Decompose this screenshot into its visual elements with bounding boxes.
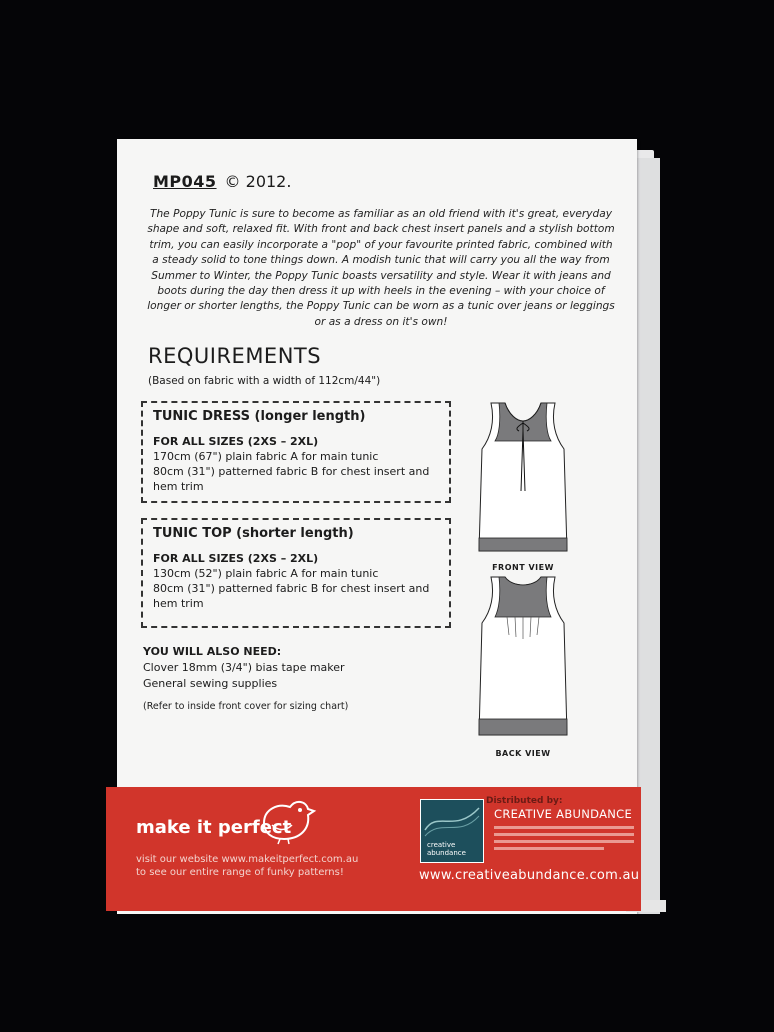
requirements-heading: REQUIREMENTS — [148, 344, 322, 368]
website-promo — [136, 853, 358, 879]
distributor-name: CREATIVE ABUNDANCE — [494, 807, 633, 821]
front-view-figure — [477, 401, 569, 572]
tunic-top-line: hem trim — [153, 597, 204, 610]
front-view-drawing — [477, 401, 569, 561]
tunic-top-sizes: FOR ALL SIZES (2XS – 2XL) — [153, 552, 319, 565]
footer-band — [106, 787, 641, 911]
distributor-url: www.creativeabundance.com.au — [419, 868, 640, 883]
copyright: © 2012. — [224, 172, 292, 191]
website-line: visit our website www.makeitperfect.com.au — [136, 854, 359, 865]
notions-list — [143, 644, 345, 692]
tunic-dress-line: hem trim — [153, 480, 204, 493]
tunic-top-line: 130cm (52") plain fabric A for main tunic — [153, 567, 379, 580]
tunic-top-title: TUNIC TOP (shorter length) — [153, 526, 354, 541]
logo-word: creative — [427, 841, 456, 849]
back-view-drawing — [477, 575, 569, 745]
tunic-dress-title: TUNIC DRESS (longer length) — [153, 409, 366, 424]
sizing-note: (Refer to inside front cover for sizing chart) — [143, 701, 349, 712]
tunic-dress-box — [141, 401, 451, 503]
fabric-width-note: (Based on fabric with a width of 112cm/44") — [148, 375, 381, 387]
swirl-icon — [421, 800, 483, 840]
logo-text — [427, 841, 466, 857]
description: The Poppy Tunic is sure to become as familiar as an old friend with it's great, everyday shape and soft, relaxed fit. With front and back chest insert panels and a stylish bottom trim, you can easily incorporate a "pop" of your favourite printed fabric, combined with a steady solid to tone things down. A modish tunic that will carry you all the way from Summer to Winter, the Poppy Tunic boasts versatility and style. Wear it with jeans and boots during the day then dress it up with heels in the evening – with your choice of longer or shorter lengths, the Poppy Tunic can be worn as a tunic over jeans or leggings or as a dress on it's own! — [147, 208, 615, 328]
title-line — [153, 172, 291, 191]
notions-title: YOU WILL ALSO NEED: — [143, 645, 282, 658]
tunic-dress-sizes: FOR ALL SIZES (2XS – 2XL) — [153, 435, 319, 448]
front-view-label: FRONT VIEW — [492, 563, 554, 572]
distributed-by-label: Distributed by: — [486, 796, 563, 806]
pattern-code: MP045 — [153, 172, 217, 191]
logo-word: abundance — [427, 849, 466, 857]
distributor-contact-lines — [494, 826, 634, 854]
contact-line — [494, 826, 634, 829]
tunic-top-box — [141, 518, 451, 628]
tunic-dress-line: 80cm (31") patterned fabric B for chest insert and — [153, 465, 430, 478]
tunic-dress-line: 170cm (67") plain fabric A for main tunic — [153, 450, 379, 463]
tunic-top-line: 80cm (31") patterned fabric B for chest insert and — [153, 582, 430, 595]
notion-item: Clover 18mm (3/4") bias tape maker — [143, 661, 345, 674]
contact-line — [494, 847, 604, 850]
back-view-label: BACK VIEW — [495, 749, 551, 758]
contact-line — [494, 833, 634, 836]
notion-item: General sewing supplies — [143, 677, 278, 690]
bird-icon — [256, 795, 318, 845]
back-view-figure — [477, 575, 569, 758]
brand-logo-text: make it perfect — [136, 817, 292, 838]
website-line: to see our entire range of funky patterns! — [136, 867, 344, 878]
creative-abundance-logo — [420, 799, 484, 863]
contact-line — [494, 840, 634, 843]
